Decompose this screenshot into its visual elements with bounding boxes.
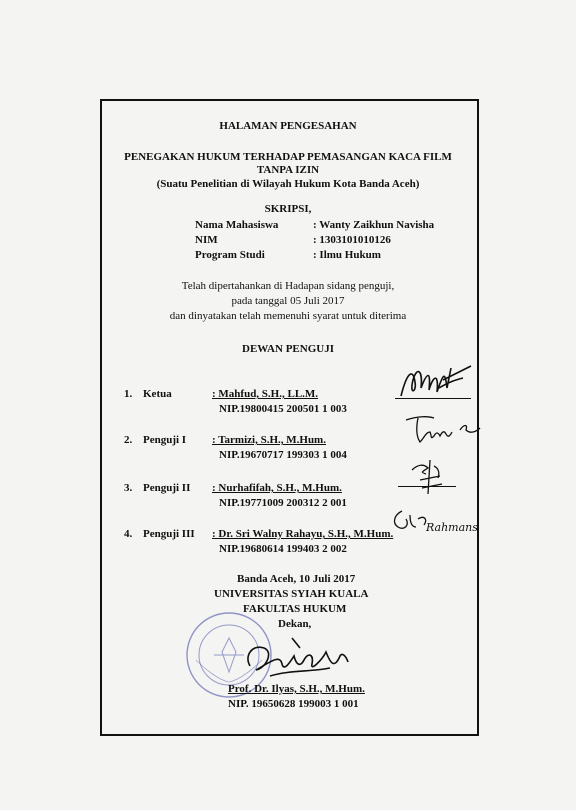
examiner-role: Ketua xyxy=(143,388,172,400)
student-nim-label: NIM xyxy=(195,234,218,246)
committee-heading: DEWAN PENGUJI xyxy=(242,343,334,355)
dean-name: Prof. Dr. Ilyas, S.H., M.Hum. xyxy=(228,683,365,695)
document-type: SKRIPSI, xyxy=(264,203,312,215)
university-name: UNIVERSITAS SYIAH KUALA xyxy=(214,588,369,600)
faculty-name: FAKULTAS HUKUM xyxy=(243,603,347,615)
study-program-label: Program Studi xyxy=(195,249,265,261)
defense-line-2: pada tanggal 05 Juli 2017 xyxy=(231,295,345,307)
dean-position: Dekan, xyxy=(278,618,312,630)
thesis-title-line2: TANPA IZIN xyxy=(256,164,320,176)
examiner-number: 2. xyxy=(124,434,133,446)
place-date: Banda Aceh, 10 Juli 2017 xyxy=(237,573,356,585)
examiner-role: Penguji I xyxy=(143,434,187,446)
study-program-value: : Ilmu Hukum xyxy=(313,249,381,261)
signature-penguji-3 xyxy=(380,505,476,539)
defense-line-1: Telah dipertahankan di Hadapan sidang penguji, xyxy=(181,280,395,292)
examiner-nip: NIP.19771009 200312 2 001 xyxy=(219,497,347,509)
examiner-role: Penguji III xyxy=(143,528,195,540)
examiner-name: : Mahfud, S.H., LL.M. xyxy=(212,388,319,400)
student-nim-value: : 1303101010126 xyxy=(313,234,391,246)
examiner-number: 4. xyxy=(124,528,133,540)
signature-penguji-1 xyxy=(404,412,484,446)
examiner-number: 3. xyxy=(124,482,133,494)
page-heading: HALAMAN PENGESAHAN xyxy=(219,120,357,132)
examiner-nip: NIP.19670717 199303 1 004 xyxy=(219,449,347,461)
student-name-value: : Wanty Zaikhun Navisha xyxy=(313,219,435,231)
examiner-name: : Dr. Sri Walny Rahayu, S.H., M.Hum. xyxy=(212,528,394,540)
thesis-subtitle: (Suatu Penelitian di Wilayah Hukum Kota Banda Aceh) xyxy=(156,178,420,190)
examiner-name: : Tarmizi, S.H., M.Hum. xyxy=(212,434,326,446)
signature-ketua xyxy=(393,362,473,402)
examiner-role: Penguji II xyxy=(143,482,191,494)
dean-nip: NIP. 19650628 199003 1 001 xyxy=(228,698,359,710)
signature-dean xyxy=(230,632,360,682)
thesis-title-line1: PENEGAKAN HUKUM TERHADAP PEMASANGAN KACA FILM xyxy=(124,151,452,163)
examiner-name: : Nurhafifah, S.H., M.Hum. xyxy=(212,482,342,494)
student-name-label: Nama Mahasiswa xyxy=(195,219,279,231)
defense-line-3: dan dinyatakan telah memenuhi syarat untuk diterima xyxy=(169,310,407,322)
signature-penguji-2 xyxy=(408,458,448,496)
examiner-nip: NIP.19680614 199403 2 002 xyxy=(219,543,347,555)
signature-handwriting: Rahmans xyxy=(426,521,478,534)
examiner-nip: NIP.19800415 200501 1 003 xyxy=(219,403,347,415)
examiner-number: 1. xyxy=(124,388,133,400)
